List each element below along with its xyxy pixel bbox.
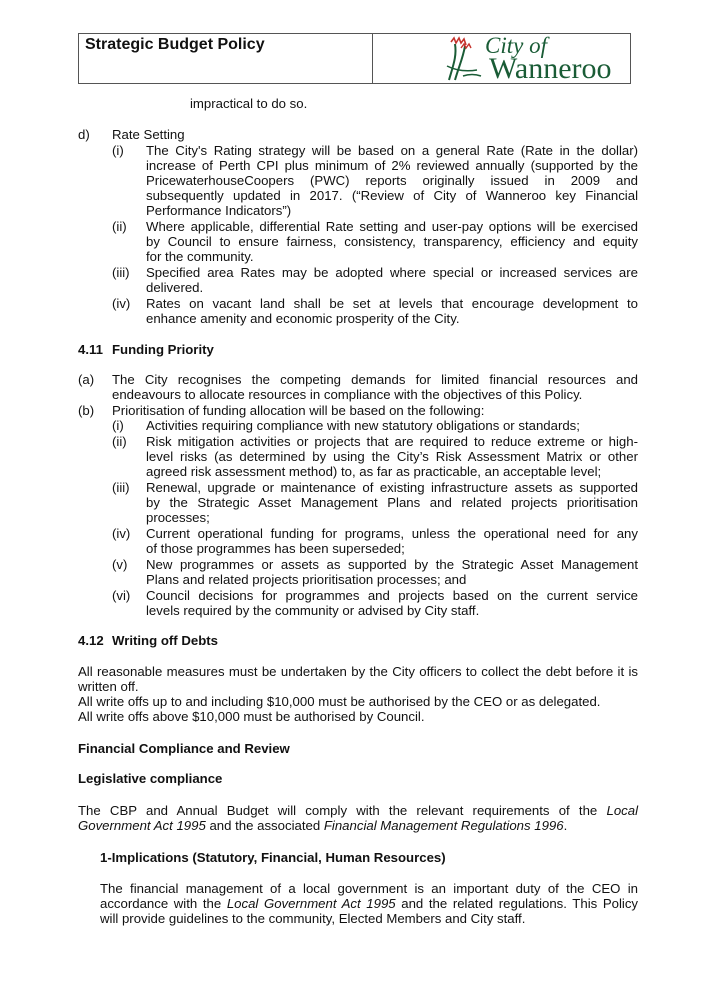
list-item-number: (iv) — [112, 526, 131, 541]
para-b-label: (b) — [78, 403, 95, 418]
list-item-number: (iii) — [112, 480, 130, 495]
list-item: Rates on vacant land shall be set at levels that encourage development to enhance amenity and economic prosperity of the City. — [146, 296, 638, 326]
policy-title: Strategic Budget Policy — [79, 34, 373, 83]
list-item-number: (v) — [112, 557, 128, 572]
rate-setting-heading: Rate Setting — [112, 127, 185, 142]
debts-paragraph: All reasonable measures must be undertaken by the City officers to collect the debt before it is written off. All write offs up to and including $10,000 must be authorised by the CEO or as delegated. All write offs above $10,000 must be authorised by Council. — [78, 664, 638, 724]
list-item: Specified area Rates may be adopted where special or increased services are delivered. — [146, 265, 638, 295]
logo-text-city-of: City of — [485, 33, 547, 58]
list-item: New programmes or assets as supported by the Strategic Asset Management Plans and related projects prioritisation processes; and — [146, 557, 638, 587]
list-item-number: (i) — [112, 418, 124, 433]
section-d-label: d) — [78, 127, 90, 142]
compliance-paragraph: The CBP and Annual Budget will comply with the relevant requirements of the Local Government Act 1995 and the associated Financial Management Regulations 1996. — [78, 803, 639, 833]
list-item: Current operational funding for programs, unless the operational need for any of those programmes has been superseded; — [146, 526, 638, 556]
list-item-number: (ii) — [112, 219, 127, 234]
section-4-11-number: 4.11 — [78, 342, 103, 357]
document-header — [78, 33, 631, 84]
list-item-number: (iii) — [112, 265, 130, 280]
list-item-number: (i) — [112, 143, 124, 158]
list-item-number: (iv) — [112, 296, 131, 311]
list-item: Risk mitigation activities or projects that are required to reduce extreme or high- level risks (as determined by using the City’s Risk Assessment Matrix or other agreed risk assessment method) to, as far as practicable, an acceptable level; — [146, 434, 638, 479]
list-item: Council decisions for programmes and projects based on the current service levels required by the community or advised by City staff. — [146, 588, 638, 618]
para-a-label: (a) — [78, 372, 95, 387]
city-logo — [373, 34, 630, 83]
legislative-compliance-heading: Legislative compliance — [78, 771, 223, 786]
implications-paragraph: The financial management of a local government is an important duty of the CEO in accordance with the Local Government Act 1995 and the related regulations. This Policy will provide guidelines to the community, Elected Members and City staff. — [100, 881, 639, 926]
writing-off-debts-heading: Writing off Debts — [112, 633, 218, 648]
para-a-text: The City recognises the competing demands for limited financial resources and endeavours to allocate resources in compliance with the objectives of this Policy. — [112, 372, 638, 402]
list-item: The City's Rating strategy will be based on a general Rate (Rate in the dollar) increase of Perth CPI plus minimum of 2% reviewed annually (supported by the PricewaterhouseCoopers (PWC) reports originally issued in 2009 and subsequently updated in 2017. (“Review of City of Wanneroo key Financial Performance Indicators”) — [146, 143, 638, 218]
section-4-12-number: 4.12 — [78, 633, 104, 648]
funding-priority-heading: Funding Priority — [112, 342, 214, 357]
list-item-number: (vi) — [112, 588, 131, 603]
list-item: Where applicable, differential Rate setting and user-pay options will be exercised by Council to ensure fairness, consistency, transparency, efficiency and equity for the community. — [146, 219, 638, 264]
continuation-text: impractical to do so. — [190, 96, 308, 111]
list-item: Renewal, upgrade or maintenance of existing infrastructure assets as supported by the Strategic Asset Management Plans and related projects prioritisation processes; — [146, 480, 638, 525]
implications-heading: 1-Implications (Statutory, Financial, Human Resources) — [100, 850, 446, 865]
list-item: Activities requiring compliance with new statutory obligations or standards; — [146, 418, 580, 433]
logo-text-wanneroo: Wanneroo — [489, 52, 612, 85]
financial-compliance-heading: Financial Compliance and Review — [78, 741, 290, 756]
kangaroo-paw-logo-icon — [443, 36, 483, 82]
list-item-number: (ii) — [112, 434, 127, 449]
para-b-text: Prioritisation of funding allocation will be based on the following: — [112, 403, 485, 418]
